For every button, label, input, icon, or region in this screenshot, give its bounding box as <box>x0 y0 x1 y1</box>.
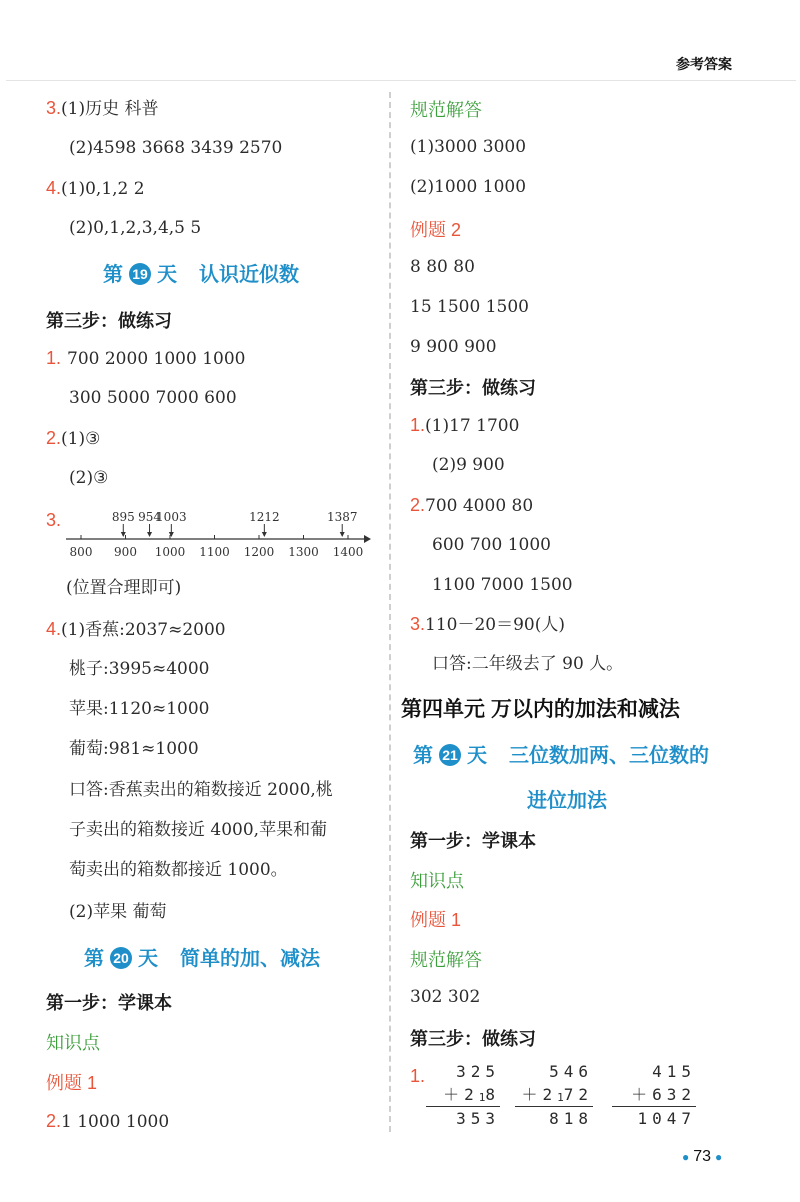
number-line-tick-label: 1400 <box>332 545 364 559</box>
p1-line2: 300 5000 7000 600 <box>69 388 237 408</box>
rp3-line1 <box>410 613 565 636</box>
day-title: 简单的加、减法 <box>180 948 320 970</box>
dot-icon: ● <box>715 1150 723 1164</box>
rp3-line2: 口答:二年级去了 90 人。 <box>432 654 624 674</box>
day-number-badge: 19 <box>129 263 151 285</box>
plus-sign: ＋ <box>631 1085 653 1104</box>
day20-heading <box>84 942 320 971</box>
calc-operand-b: 2 <box>542 1085 558 1104</box>
calc-operand-b-row <box>612 1083 696 1106</box>
header-rule <box>6 80 796 81</box>
number-line-marker-label: 895 <box>111 510 135 524</box>
number-line-tick-label: 1100 <box>199 545 230 559</box>
example-label: 例题 1 <box>410 910 462 930</box>
header-label: 参考答案 <box>676 56 732 72</box>
number-line-marker-arrow <box>147 532 152 537</box>
rp2-line2: 600 700 1000 <box>432 535 551 555</box>
answer-text: 700 4000 80 <box>425 496 534 516</box>
day-suffix: 天 <box>467 745 487 767</box>
calc-result: 353 <box>426 1106 500 1130</box>
vertical-calc-3 <box>612 1060 696 1130</box>
question-number: 3. <box>410 614 426 634</box>
dot-icon: ● <box>682 1150 690 1164</box>
number-line-marker-label: 1212 <box>249 510 280 524</box>
question-number: 4. <box>46 619 62 639</box>
rp1-line1 <box>410 414 519 437</box>
number-line-marker-arrow <box>340 532 345 537</box>
p4-line5: 口答:香蕉卖出的箱数接近 2000,桃 <box>69 780 333 800</box>
calc-operand-b: 2 <box>464 1085 479 1104</box>
day-suffix: 天 <box>138 948 158 970</box>
number-line <box>66 505 371 563</box>
p4-line6: 子卖出的箱数接近 4000,苹果和葡 <box>69 820 328 840</box>
calc-operand-b: 632 <box>652 1085 696 1104</box>
q3-line1 <box>46 97 159 120</box>
step3-heading: 第三步：做练习 <box>410 1029 536 1049</box>
p4-line7: 萄卖出的箱数都接近 1000。 <box>69 860 288 880</box>
calc-operand-a: 415 <box>652 1062 696 1081</box>
question-number: 3. <box>46 98 62 118</box>
carry-digit: 1 <box>557 1091 564 1104</box>
question-number: 4. <box>46 178 62 198</box>
number-line-tick-label: 800 <box>69 545 93 559</box>
p2-line2: (2)③ <box>69 468 109 488</box>
vertical-calc-2 <box>515 1060 593 1130</box>
question-number: 2. <box>410 495 426 515</box>
number-line-tick-label: 1200 <box>243 545 275 559</box>
question-number: 1. <box>410 1066 426 1086</box>
plus-sign: ＋ <box>521 1085 543 1104</box>
p1-line1 <box>46 347 245 370</box>
page-number <box>678 1148 726 1166</box>
vertical-calc-1 <box>426 1060 500 1130</box>
number-line-marker-arrow <box>262 532 267 537</box>
calc-operand-b: 8 <box>485 1085 500 1104</box>
r-line6: 302 302 <box>410 987 481 1007</box>
step3-heading: 第三步：做练习 <box>410 378 536 398</box>
p3-number <box>46 510 61 531</box>
question-number: 1. <box>410 415 426 435</box>
r-line1: (1)3000 3000 <box>410 137 527 157</box>
carry-digit: 1 <box>478 1091 486 1104</box>
page-number-text: 73 <box>693 1148 712 1165</box>
r-line4: 15 1500 1500 <box>410 297 529 317</box>
day-title: 三位数加两、三位数的 <box>509 745 709 767</box>
number-line-tick-label: 1300 <box>288 545 319 559</box>
day-prefix: 第 <box>103 264 123 286</box>
p4-line8: (2)苹果 葡萄 <box>69 902 167 922</box>
day-prefix: 第 <box>413 745 433 767</box>
question-number: 2. <box>46 428 62 448</box>
p4-line1 <box>46 618 226 641</box>
knowledge-point-label: 知识点 <box>410 871 464 891</box>
standard-answer-label: 规范解答 <box>410 100 482 120</box>
plus-sign: ＋ <box>443 1085 465 1104</box>
number-line-marker-label: 1387 <box>326 510 358 524</box>
number-line-arrow <box>364 535 371 543</box>
column-divider <box>389 92 391 1132</box>
question-number: 1. <box>46 348 62 368</box>
q4-line2: (2)0,1,2,3,4,5 5 <box>69 218 202 238</box>
rp2-line1 <box>410 494 533 517</box>
answer-text: (1)香蕉:2037≈2000 <box>61 620 226 640</box>
example-label: 例题 1 <box>46 1073 98 1093</box>
step3-heading: 第三步：做练习 <box>46 311 172 331</box>
step1-heading: 第一步：学课本 <box>410 831 536 851</box>
day21-heading <box>413 739 709 768</box>
answer-text: (1)17 1700 <box>425 416 520 436</box>
number-line-tick-label: 900 <box>114 545 137 559</box>
calc-result: 1047 <box>612 1106 696 1130</box>
question-number: 2. <box>46 1111 62 1131</box>
answer-text: 700 2000 1000 1000 <box>67 349 246 369</box>
answer-text: (1)③ <box>61 429 101 449</box>
q3-line2: (2)4598 3668 3439 2570 <box>69 138 283 158</box>
q4-line1 <box>46 177 145 200</box>
r-line5: 9 900 900 <box>410 337 497 357</box>
calc-operand-b: 72 <box>563 1085 593 1104</box>
number-line-tick-label: 1000 <box>154 545 186 559</box>
calc-operand-b-row <box>426 1083 500 1106</box>
day-number-badge: 20 <box>110 947 132 969</box>
p3-note: (位置合理即可) <box>66 578 182 598</box>
p4-line4: 葡萄:981≈1000 <box>69 739 199 759</box>
answer-text: 1 1000 1000 <box>61 1112 170 1132</box>
example-label: 例题 2 <box>410 220 462 240</box>
question-number: 3. <box>46 510 62 530</box>
day-prefix: 第 <box>84 948 104 970</box>
day19-heading <box>103 258 299 287</box>
day-suffix: 天 <box>157 264 177 286</box>
answer-text: (1)0,1,2 2 <box>61 179 145 199</box>
r-line3: 8 80 80 <box>410 257 475 277</box>
day-number-badge: 21 <box>439 744 461 766</box>
unit-heading: 第四单元 万以内的加法和减法 <box>401 698 680 721</box>
p4-line3: 苹果:1120≈1000 <box>69 699 210 719</box>
p2-line1 <box>46 427 100 450</box>
knowledge-point-label: 知识点 <box>46 1033 100 1053</box>
number-line-marker-label: 954 <box>138 510 161 524</box>
rp2-line3: 1100 7000 1500 <box>432 575 573 595</box>
day21-title-line2: 进位加法 <box>527 790 607 812</box>
rp1-line2: (2)9 900 <box>432 455 505 475</box>
standard-answer-label: 规范解答 <box>410 950 482 970</box>
calc-result: 818 <box>515 1106 593 1130</box>
step1-heading: 第一步：学课本 <box>46 993 172 1013</box>
calc-operand-a: 325 <box>456 1062 500 1081</box>
r-line2: (2)1000 1000 <box>410 177 527 197</box>
answer-text: 110－20＝90(人) <box>425 615 565 635</box>
p4-line2: 桃子:3995≈4000 <box>69 659 210 679</box>
number-line-marker-label: 1003 <box>156 510 187 524</box>
calc-operand-a: 546 <box>549 1062 593 1081</box>
calc-operand-b-row <box>515 1083 593 1106</box>
answer-text: (1)历史 科普 <box>61 99 159 119</box>
p2b-line1 <box>46 1110 169 1133</box>
day-title: 认识近似数 <box>199 264 299 286</box>
rq1-number <box>410 1066 425 1087</box>
